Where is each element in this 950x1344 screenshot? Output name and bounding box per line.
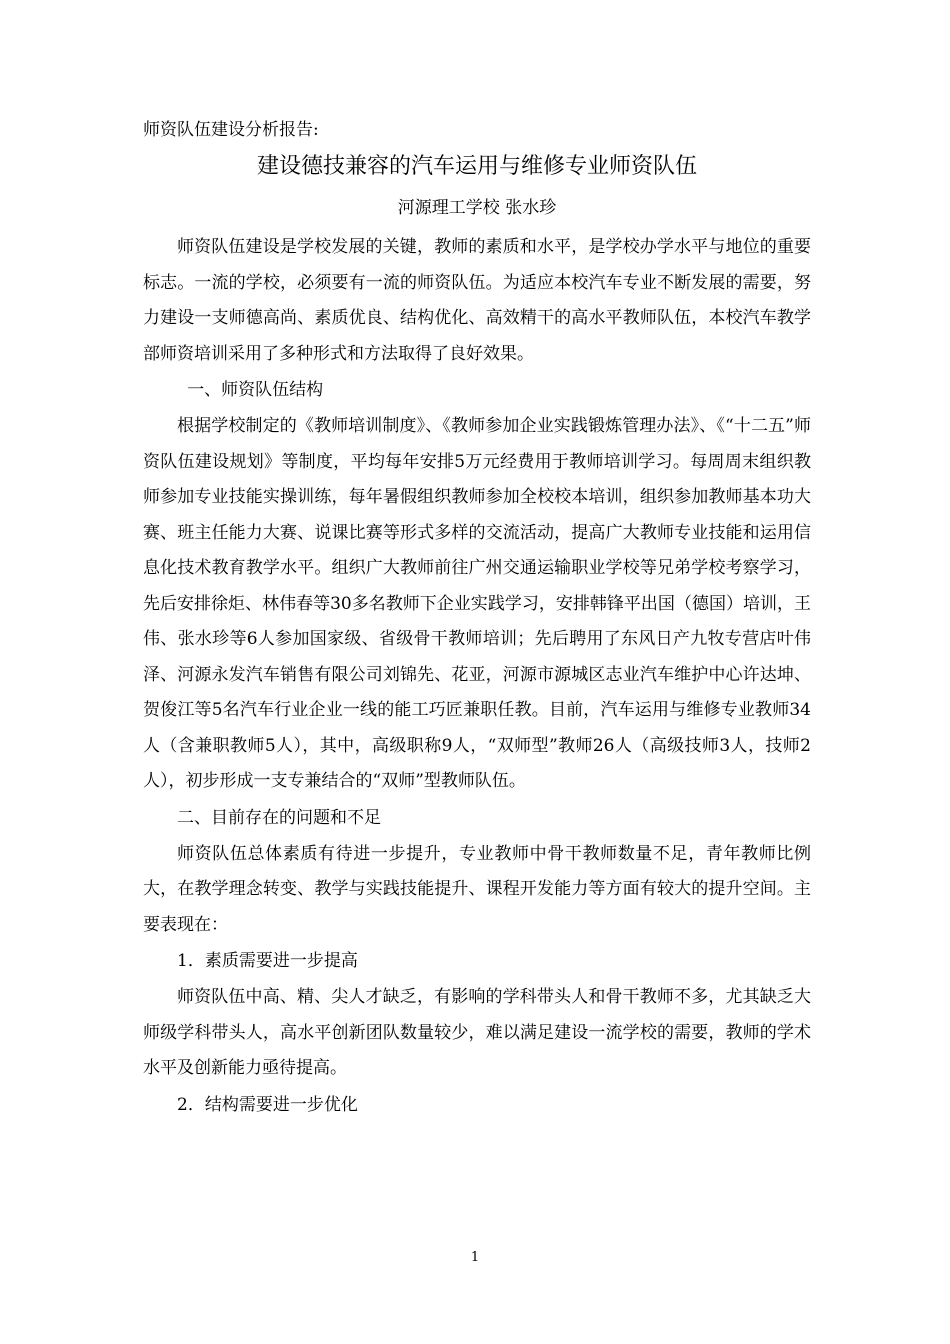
- item-1-paragraph: 师资队伍中高、精、尖人才缺乏，有影响的学科带头人和骨干教师不多，尤其缺乏大师级学科带头人，高水平创新团队数量较少，难以满足建设一流学校的需要，教师的学术水平及创新能力亟待提高。: [143, 987, 811, 1078]
- document-title: 建设德技兼容的汽车运用与维修专业师资队伍: [256, 154, 697, 179]
- section-1-paragraph: 根据学校制定的《教师培训制度》、《教师参加企业实践锻炼管理办法》、《“十二五”师资队伍建设规划》等制度，平均每年安排5万元经费用于教师培训学习。每周周末组织教师参加专业技能实操训练，每年暑假组织教师参加全校校本培训，组织参加教师基本功大赛、班主任能力大赛、说课比赛等形式多样的交流活动，提高广大教师专业技能和运用信息化技术教育教学水平。组织广大教师前往广州交通运输职业学校等兄弟学校考察学习，先后安排徐炬、林伟春等30多名教师下企业实践学习，安排韩锋平出国（德国）培训，王伟、张水珍等6人参加国家级、省级骨干教师培训；先后聘用了东风日产九牧专营店叶伟泽、河源永发汽车销售有限公司刘锦先、花亚，河源市源城区志业汽车维护中心许达坤、贺俊江等5名汽车行业企业一线的能工巧匠兼职任教。目前，汽车运用与维修专业教师34人（含兼职教师5人），其中，高级职称9人，“双师型”教师26人（高级技师3人，技师2人），初步形成一支专兼结合的“双师”型教师队伍。: [143, 416, 811, 791]
- section-2-paragraph: 师资队伍总体素质有待进一步提升，专业教师中骨干教师数量不足，青年教师比例大，在教学理念转变、教学与实践技能提升、课程开发能力等方面有较大的提升空间。主要表现在：: [143, 843, 811, 935]
- section-heading-1: 一、师资队伍结构: [187, 380, 324, 400]
- author-line: 河源理工学校 张水珍: [397, 198, 557, 218]
- page-number: 1: [470, 1250, 480, 1265]
- intro-paragraph: 师资队伍建设是学校发展的关键，教师的素质和水平，是学校办学水平与地位的重要标志。一流的学校，必须要有一流的师资队伍。为适应本校汽车专业不断发展的需要，努力建设一支师德高尚、素质优良、结构优化、高效精干的高水平教师队伍，本校汽车教学部师资培训采用了多种形式和方法取得了良好效果。: [143, 237, 811, 364]
- section-heading-2: 二、目前存在的问题和不足: [177, 807, 381, 828]
- document-page: [143, 112, 811, 1124]
- item-heading-1: 1．素质需要进一步提高: [177, 951, 358, 971]
- report-kicker: 师资队伍建设分析报告:: [143, 120, 319, 140]
- item-heading-2: 2．结构需要进一步优化: [177, 1094, 358, 1115]
